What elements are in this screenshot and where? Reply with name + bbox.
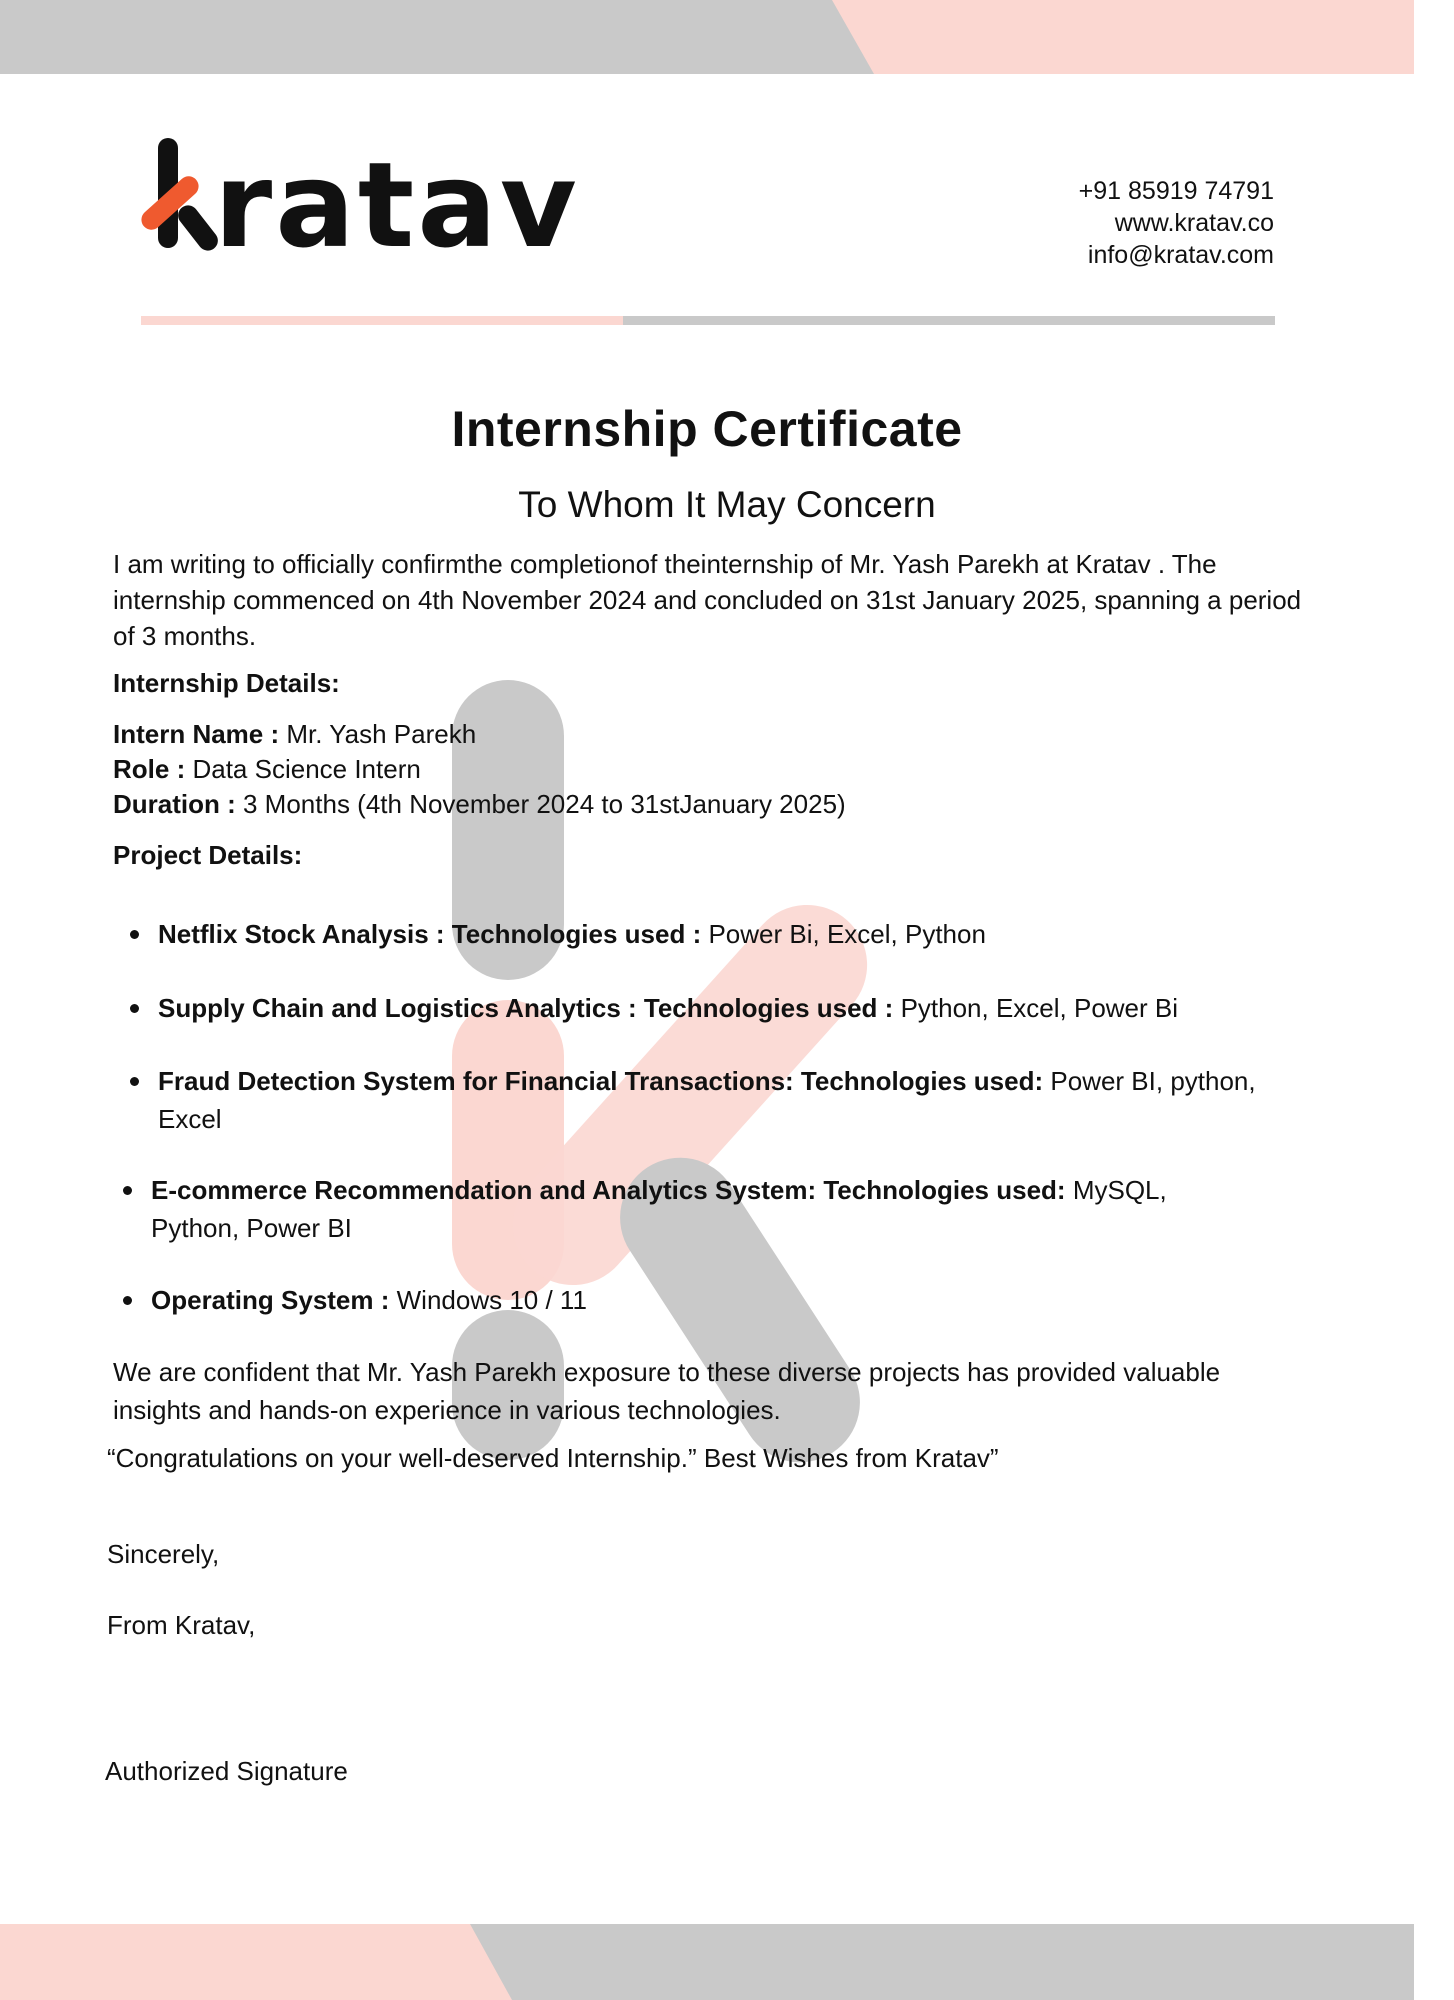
project-value: Python, Excel, Power Bi [900, 993, 1179, 1023]
contact-info [1079, 175, 1274, 271]
detail-value: Data Science Intern [192, 754, 421, 784]
project-label: Operating System : [151, 1285, 390, 1315]
from-line: From Kratav, [107, 1610, 256, 1640]
divider-pink-segment [141, 316, 623, 325]
project-value: Power Bi, Excel, Python [708, 919, 986, 949]
bullet-icon [123, 1186, 132, 1195]
project-label: Supply Chain and Logistics Analytics : Technologies used : [158, 993, 894, 1023]
website-link[interactable]: www.kratav.co [1114, 209, 1274, 237]
detail-value: 3 Months (4th November 2024 to 31stJanuary 2025) [243, 789, 846, 819]
divider-grey-segment [623, 316, 1275, 325]
bullet-icon [130, 930, 139, 939]
detail-label: Duration : [113, 789, 236, 819]
project-value: Power BI, python, Excel [158, 1066, 1256, 1134]
detail-role [113, 752, 846, 787]
closing-paragraph: We are confident that Mr. Yash Parekh exposure to these diverse projects has provided valuable insights and hands-on experience in various technologies. [113, 1357, 1221, 1425]
project-label: Fraud Detection System for Financial Transactions: Technologies used: [158, 1066, 1044, 1096]
project-value: Windows 10 / 11 [396, 1285, 587, 1315]
bullet-icon [123, 1296, 132, 1305]
internship-details [113, 717, 846, 822]
list-item [158, 1062, 1258, 1138]
authorized-signature-label: Authorized Signature [105, 1756, 348, 1786]
list-item [158, 915, 1288, 953]
bullet-icon [130, 1004, 139, 1013]
header-divider [141, 316, 1275, 325]
detail-label: Intern Name : [113, 719, 280, 749]
salutation-heading: To Whom It May Concern [518, 484, 936, 525]
page-title: Internship Certificate [451, 401, 963, 457]
sincerely-line: Sincerely, [107, 1539, 220, 1569]
intro-paragraph: I am writing to officially confirmthe completionof theinternship of Mr. Yash Parekh at Kratav . The internship commenced on 4th November 2024 and concluded on 31st January 2025, spanning a period of 3 months. [113, 549, 1302, 651]
email-link[interactable]: info@kratav.com [1087, 241, 1274, 269]
internship-details-heading: Internship Details: [113, 668, 340, 698]
list-item [151, 1171, 1261, 1247]
congratulations-line: “Congratulations on your well-deserved Internship.” Best Wishes from Kratav” [107, 1443, 999, 1473]
list-item [158, 989, 1288, 1027]
project-details-heading: Project Details: [113, 840, 303, 870]
detail-intern-name [113, 717, 846, 752]
project-label: Netflix Stock Analysis : Technologies used : [158, 919, 702, 949]
detail-duration [113, 787, 846, 822]
bullet-icon [130, 1077, 139, 1086]
bottom-decorative-band [0, 1924, 1414, 2000]
detail-value: Mr. Yash Parekh [286, 719, 477, 749]
phone-number: +91 85919 74791 [1078, 177, 1274, 205]
detail-label: Role : [113, 754, 186, 784]
top-decorative-band [0, 0, 1414, 74]
svg-text:ratav: ratav [214, 136, 580, 274]
kratav-logo [150, 128, 580, 274]
list-item [151, 1281, 1261, 1319]
project-label: E-commerce Recommendation and Analytics System: Technologies used: [151, 1175, 1066, 1205]
project-value: MySQL, Python, Power BI [151, 1175, 1167, 1243]
